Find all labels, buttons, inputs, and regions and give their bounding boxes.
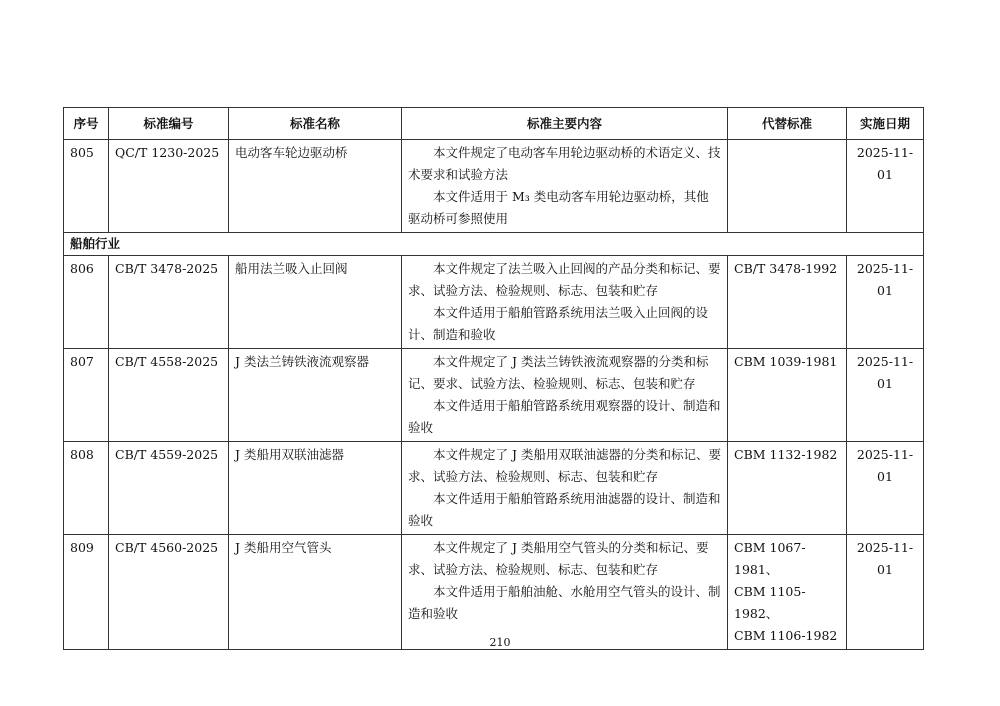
section-title: 船舶行业 [64, 233, 924, 256]
row-code: CB/T 4558-2025 [109, 349, 229, 442]
table-row [64, 256, 924, 349]
table-row [64, 349, 924, 442]
header-seq: 序号 [64, 108, 109, 140]
replace-line: CBM 1067-1981、 [734, 540, 806, 577]
content-scope: 本文件规定了 J 类法兰铸铁液流观察器的分类和标记、要求、试验方法、检验规则、标志、包装和贮存 [408, 354, 709, 391]
row-seq: 809 [64, 535, 109, 650]
row-replace: CBM 1132-1982 [728, 442, 847, 535]
row-seq: 806 [64, 256, 109, 349]
replace-line: CBM 1106-1982 [734, 628, 838, 643]
content-applicability: 本文件适用于船舶管路系统用法兰吸入止回阀的设计、制造和验收 [408, 305, 709, 342]
row-content [402, 140, 728, 233]
row-name: 电动客车轮边驱动桥 [229, 140, 402, 233]
content-applicability: 本文件适用于船舶油舱、水舱用空气管头的设计、制造和验收 [408, 584, 721, 621]
content-scope: 本文件规定了 J 类船用空气管头的分类和标记、要求、试验方法、检验规则、标志、包装和贮存 [408, 540, 709, 577]
section-row [64, 233, 924, 256]
row-replace: CB/T 3478-1992 [728, 256, 847, 349]
header-row [64, 108, 924, 140]
row-code: CB/T 4560-2025 [109, 535, 229, 650]
header-code: 标准编号 [109, 108, 229, 140]
page-number: 210 [489, 636, 511, 649]
row-replace [728, 140, 847, 233]
content-applicability: 本文件适用于 M₃ 类电动客车用轮边驱动桥，其他驱动桥可参照使用 [408, 189, 709, 226]
header-date: 实施日期 [847, 108, 924, 140]
header-replace: 代替标准 [728, 108, 847, 140]
row-date: 2025-11-01 [847, 535, 924, 650]
header-name: 标准名称 [229, 108, 402, 140]
row-name: J 类船用双联油滤器 [229, 442, 402, 535]
standards-table [63, 107, 924, 650]
row-name: J 类船用空气管头 [229, 535, 402, 650]
table-row [64, 535, 924, 650]
row-code: CB/T 3478-2025 [109, 256, 229, 349]
row-seq: 807 [64, 349, 109, 442]
row-seq: 805 [64, 140, 109, 233]
row-date: 2025-11-01 [847, 256, 924, 349]
replace-line: CBM 1105-1982、 [734, 584, 806, 621]
row-replace: CBM 1039-1981 [728, 349, 847, 442]
row-code: CB/T 4559-2025 [109, 442, 229, 535]
content-scope: 本文件规定了法兰吸入止回阀的产品分类和标记、要求、试验方法、检验规则、标志、包装和贮存 [408, 261, 721, 298]
content-scope: 本文件规定了电动客车用轮边驱动桥的术语定义、技术要求和试验方法 [408, 145, 721, 182]
row-date: 2025-11-01 [847, 140, 924, 233]
content-applicability: 本文件适用于船舶管路系统用油滤器的设计、制造和验收 [408, 491, 721, 528]
table-row [64, 140, 924, 233]
row-date: 2025-11-01 [847, 349, 924, 442]
row-replace [728, 535, 847, 650]
header-content: 标准主要内容 [402, 108, 728, 140]
row-code: QC/T 1230-2025 [109, 140, 229, 233]
table-row [64, 442, 924, 535]
row-seq: 808 [64, 442, 109, 535]
content-scope: 本文件规定了 J 类船用双联油滤器的分类和标记、要求、试验方法、检验规则、标志、包装和贮存 [408, 447, 721, 484]
row-content [402, 442, 728, 535]
content-applicability: 本文件适用于船舶管路系统用观察器的设计、制造和验收 [408, 398, 721, 435]
row-date: 2025-11-01 [847, 442, 924, 535]
row-content [402, 256, 728, 349]
row-name: J 类法兰铸铁液流观察器 [229, 349, 402, 442]
row-content [402, 349, 728, 442]
row-content [402, 535, 728, 650]
row-name: 船用法兰吸入止回阀 [229, 256, 402, 349]
